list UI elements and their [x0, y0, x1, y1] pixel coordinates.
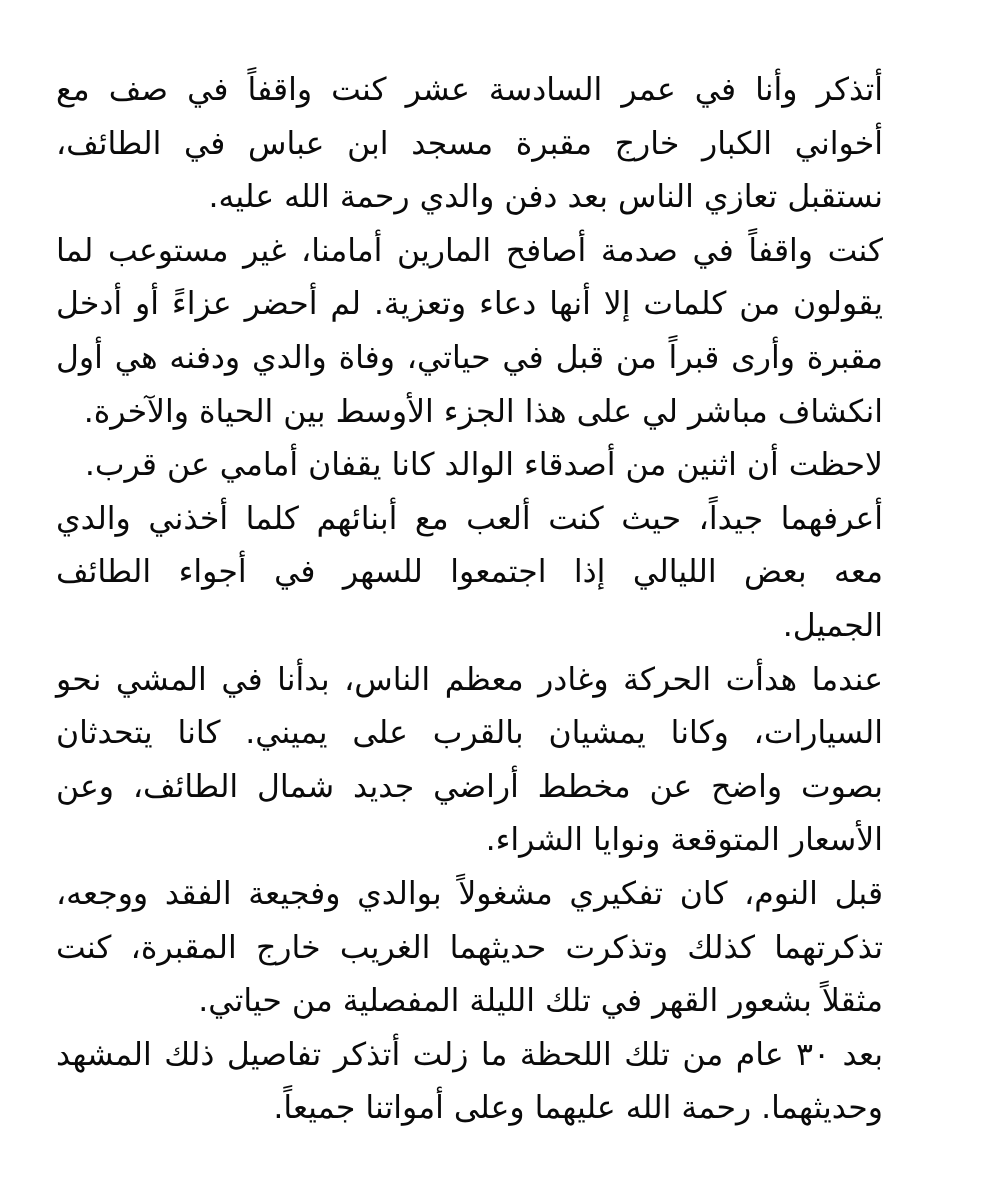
text-line: بعد ٣٠ عام من تلك اللحظة ما زلت أتذكر تفاصيل ذلك المشهد	[56, 1036, 883, 1073]
text-line: أخواني الكبار خارج مقبرة مسجد ابن عباس في الطائف،	[56, 125, 883, 162]
text-line: وحديثهما. رحمة الله عليهما وعلى أمواتنا جميعاً.	[273, 1090, 883, 1127]
text-line: تذكرتهما كذلك وتذكرت حديثهما الغريب خارج المقبرة، كنت	[56, 929, 883, 966]
text-line: لاحظت أن اثنين من أصدقاء الوالد كانا يقفان أمامي عن قرب.	[84, 447, 883, 484]
text-line: كنت واقفاً في صدمة أصافح المارين أمامنا، غير مستوعب لما	[56, 232, 883, 269]
text-line: عندما هدأت الحركة وغادر معظم الناس، بدأنا في المشي نحو	[56, 661, 883, 698]
arabic-text-body	[56, 64, 883, 1136]
text-line: بصوت واضح عن مخطط أراضي جديد شمال الطائف، وعن	[56, 768, 883, 805]
text-line: الأسعار المتوقعة ونوايا الشراء.	[485, 822, 883, 859]
text-line: السيارات، وكانا يمشيان بالقرب على يميني. كانا يتحدثان	[56, 715, 883, 752]
text-line: أتذكر وأنا في عمر السادسة عشر كنت واقفاً في صف مع	[56, 72, 883, 108]
text-line: مقبرة وأرى قبراً من قبل في حياتي، وفاة والدي ودفنه هي أول	[56, 339, 883, 376]
text-line: نستقبل تعازي الناس بعد دفن والدي رحمة الله عليه.	[208, 179, 883, 216]
text-line: معه بعض الليالي إذا اجتمعوا للسهر في أجواء الطائف	[56, 554, 883, 591]
text-line: الجميل.	[782, 607, 883, 644]
text-line: انكشاف مباشر لي على هذا الجزء الأوسط بين الحياة والآخرة.	[83, 393, 883, 430]
text-line: مثقلاً بشعور القهر في تلك الليلة المفصلية من حياتي.	[198, 983, 883, 1020]
text-line: يقولون من كلمات إلا أنها دعاء وتعزية. لم أحضر عزاءً أو أدخل	[56, 286, 883, 323]
text-line: أعرفهما جيداً، حيث كنت ألعب مع أبنائهم كلما أخذني والدي	[56, 500, 883, 537]
text-line: قبل النوم، كان تفكيري مشغولاً بوالدي وفجيعة الفقد ووجعه،	[56, 875, 883, 912]
